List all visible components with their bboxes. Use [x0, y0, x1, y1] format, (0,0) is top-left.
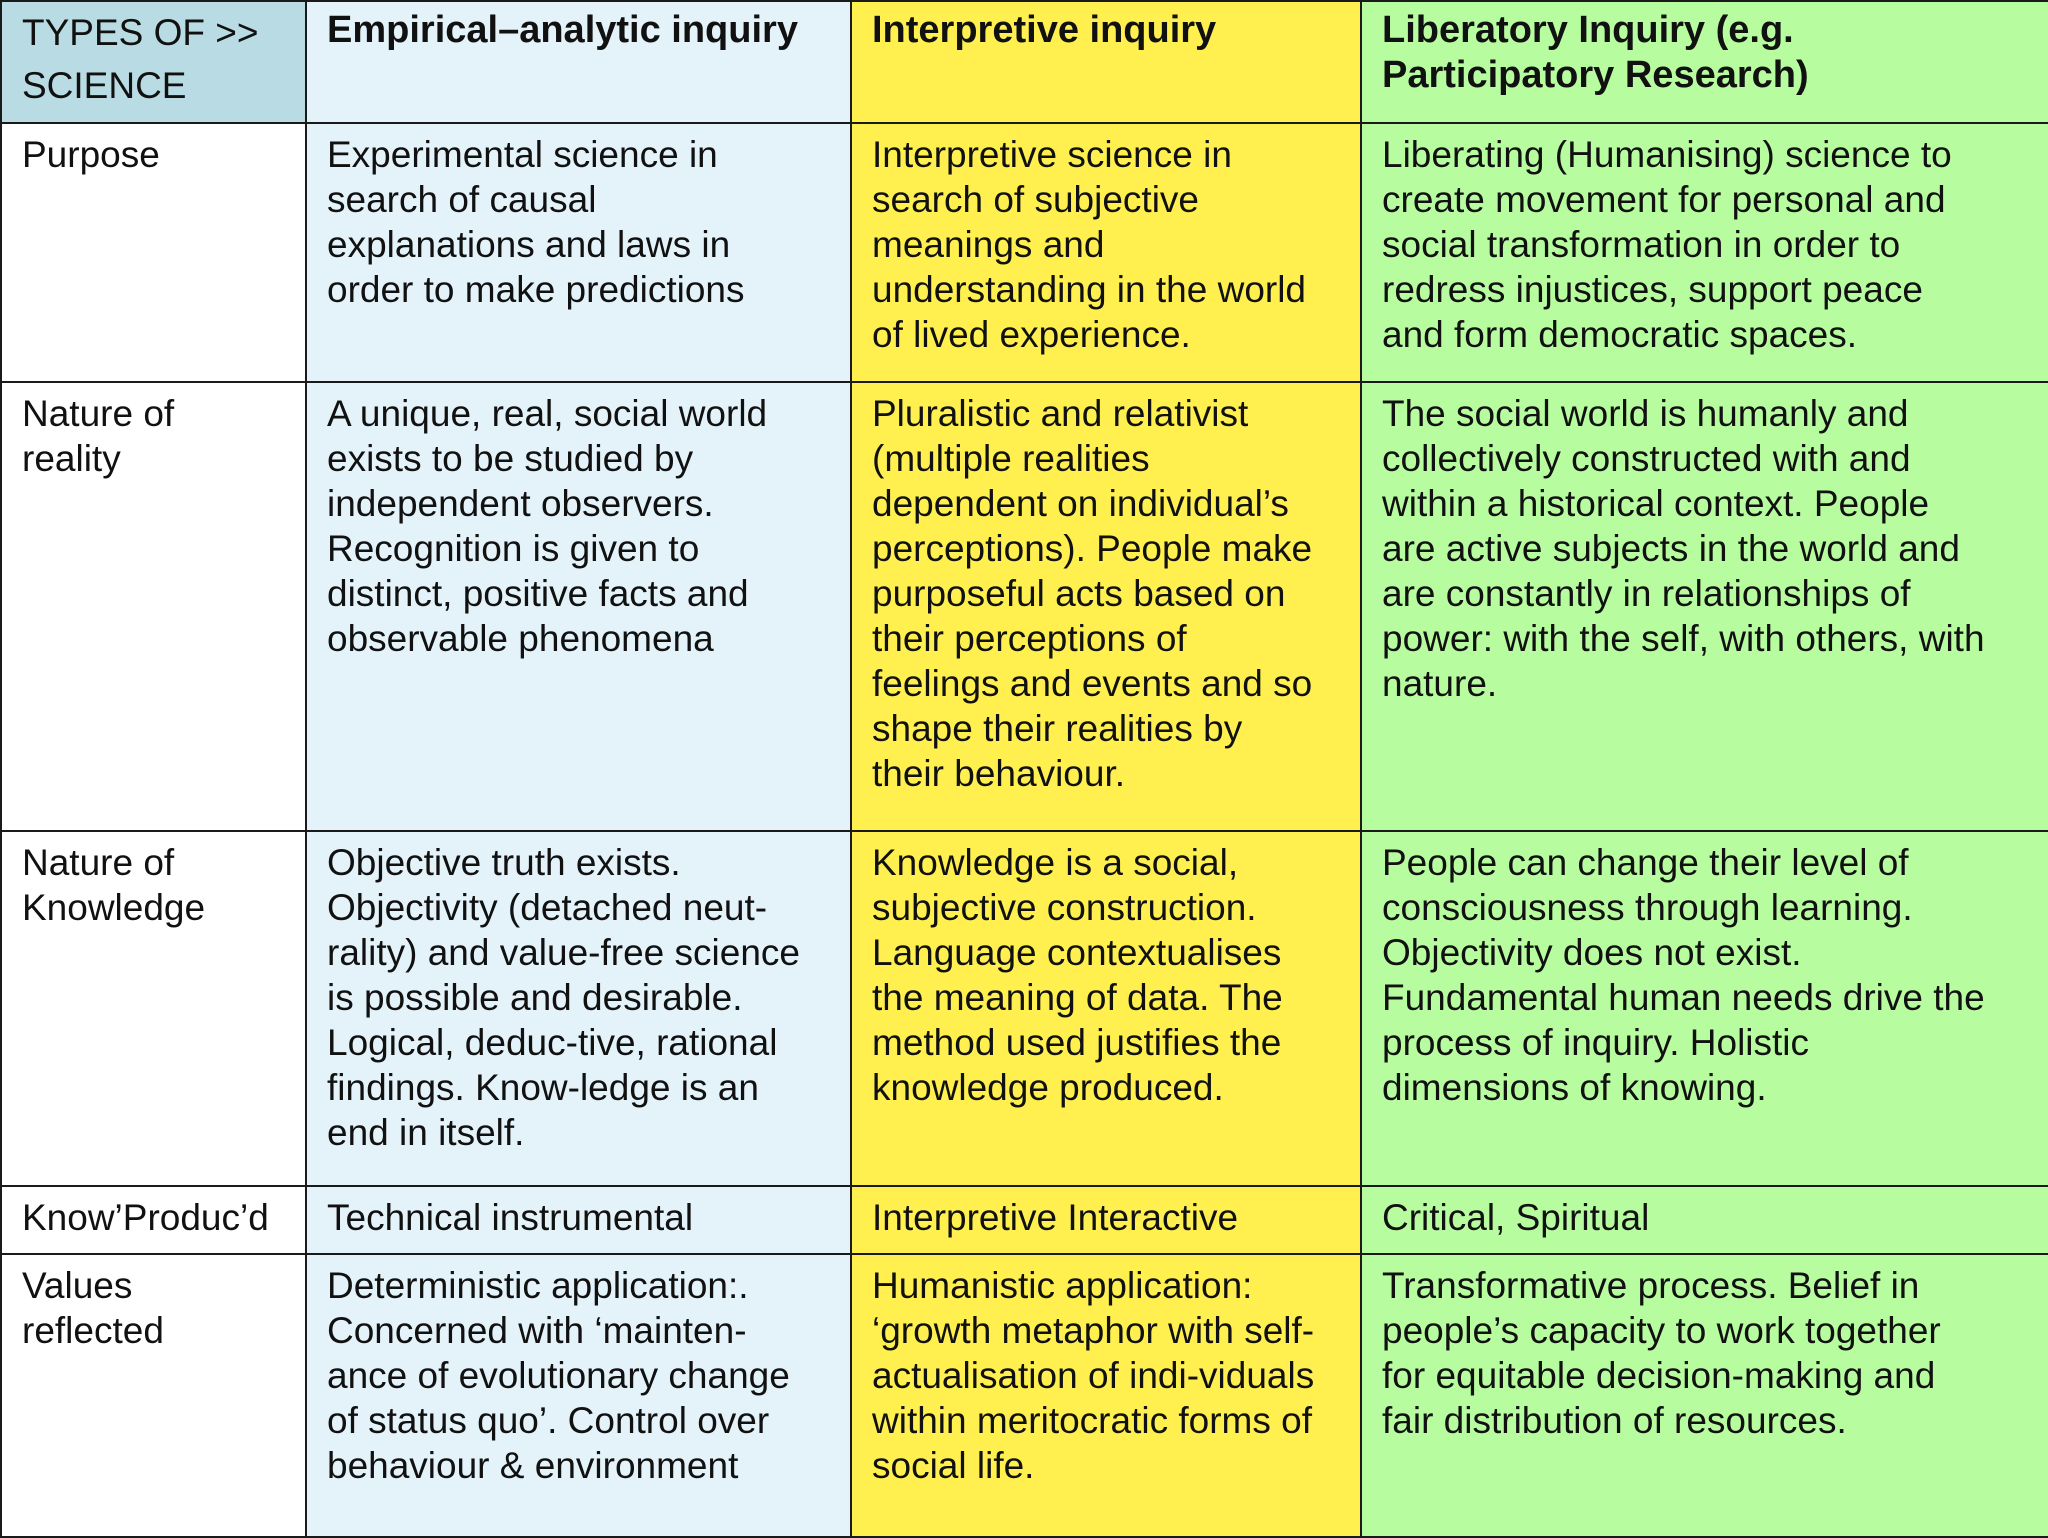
- corner-header: TYPES OF >> SCIENCE: [1, 1, 306, 123]
- row-label: Nature of reality: [1, 382, 306, 831]
- row-label: Purpose: [1, 123, 306, 382]
- header-row: [1, 1, 2048, 123]
- liberatory-header: Liberatory Inquiry (e.g. Participatory Research): [1361, 1, 2048, 123]
- liberatory-cell: Transformative process. Belief in people’s capacity to work together for equitable decision-making and fair distribution of resources.: [1361, 1254, 2048, 1537]
- liberatory-cell: Liberating (Humanising) science to create movement for personal and social transformation in order to redress injustices, support peace and form democratic spaces.: [1361, 123, 2048, 382]
- interpretive-cell: Pluralistic and relativist (multiple realities dependent on individual’s perceptions). People make purposeful acts based on their perceptions of feelings and events and so shape their realities by their behaviour.: [851, 382, 1361, 831]
- table-row-values-reflected: [1, 1254, 2048, 1537]
- interpretive-cell: Knowledge is a social, subjective construction. Language contextualises the meaning of data. The method used justifies the knowledge produced.: [851, 831, 1361, 1186]
- interpretive-cell: Interpretive Interactive: [851, 1186, 1361, 1254]
- table-row-purpose: [1, 123, 2048, 382]
- interpretive-cell: Interpretive science in search of subjective meanings and understanding in the world of lived experience.: [851, 123, 1361, 382]
- row-label: Nature of Knowledge: [1, 831, 306, 1186]
- empirical-cell: Experimental science in search of causal explanations and laws in order to make predictions: [306, 123, 851, 382]
- row-label: Values reflected: [1, 1254, 306, 1537]
- table-row-nature-of-knowledge: [1, 831, 2048, 1186]
- liberatory-cell: The social world is humanly and collectively constructed with and within a historical context. People are active subjects in the world and are constantly in relationships of power: with the self, with others, with nature.: [1361, 382, 2048, 831]
- empirical-cell: Deterministic application:. Concerned with ‘mainten- ance of evolutionary change of status quo’. Control over behaviour & environment: [306, 1254, 851, 1537]
- empirical-cell: A unique, real, social world exists to be studied by independent observers. Recognition is given to distinct, positive facts and observable phenomena: [306, 382, 851, 831]
- table-row-nature-of-reality: [1, 382, 2048, 831]
- liberatory-cell: Critical, Spiritual: [1361, 1186, 2048, 1254]
- interpretive-header: Interpretive inquiry: [851, 1, 1361, 123]
- empirical-header: Empirical–analytic inquiry: [306, 1, 851, 123]
- table-row-knowledge-produced: [1, 1186, 2048, 1254]
- interpretive-cell: Humanistic application: ‘growth metaphor with self- actualisation of indi-viduals within meritocratic forms of social life.: [851, 1254, 1361, 1537]
- liberatory-cell: People can change their level of consciousness through learning. Objectivity does not exist. Fundamental human needs drive the process of inquiry. Holistic dimensions of knowing.: [1361, 831, 2048, 1186]
- empirical-cell: Objective truth exists. Objectivity (detached neut- rality) and value-free science is possible and desirable. Logical, deduc-tive, rational findings. Know-ledge is an end in itself.: [306, 831, 851, 1186]
- empirical-cell: Technical instrumental: [306, 1186, 851, 1254]
- row-label: Know’Produc’d: [1, 1186, 306, 1254]
